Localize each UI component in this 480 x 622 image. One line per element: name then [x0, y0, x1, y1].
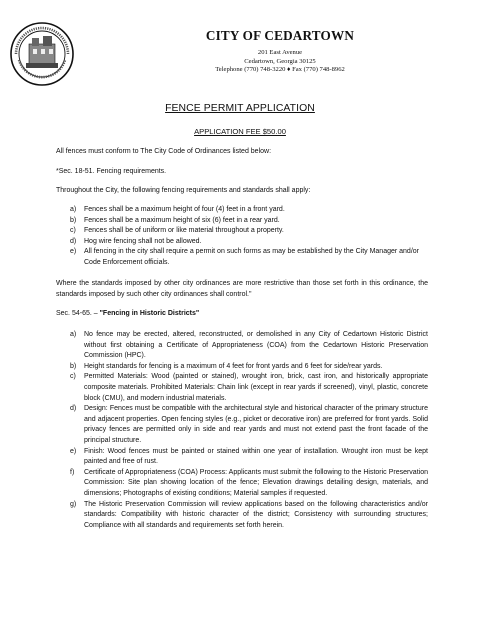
list-item: g) The Historic Preservation Commission will review applications based on the following characteristics and/or standards: Compatibility with historic character of the district; Consistency with surrounding structures; Compliance with all standards and requirements set forth herein. — [70, 500, 428, 529]
contact-phone-fax: Telephone (770) 748-3220 ♦ Fax (770) 748-8962 — [215, 66, 345, 73]
list-item: b) Height standards for fencing is a maximum of 4 feet for front yards and 6 feet for side/rear yards. — [70, 362, 383, 370]
city-seal-icon — [10, 22, 74, 86]
ordinance-precedence-text: Where the standards imposed by other city ordinances are more restrictive than those set forth in this ordinance, the standards imposed by such other city ordinances shall control." — [56, 280, 428, 298]
list-item: d) Design: Fences must be compatible with the architectural style and historical character of the primary structure and adjacent properties. Open fencing styles (e.g., picket or decorative iron) are preferred for front yards. Solid privacy fences are permitted only in side and rear yards and must not extend past the front facade of the principal structure. — [70, 405, 428, 444]
fencing-requirements-list — [56, 205, 428, 269]
list-item: c) Fences shall be of uniform or like material throughout a property. — [70, 227, 284, 235]
intro-text: All fences must conform to The City Code of Ordinances listed below: — [56, 148, 272, 155]
section-18-51-heading: *Sec. 18-51. Fencing requirements. — [56, 168, 167, 175]
list-item: c) Permitted Materials: Wood (painted or stained), wrought iron, brick, cast iron, and historically appropriate composite materials. Prohibited Materials: Chain link (except in rear yards if screened), vinyl, plastic, concrete block (CMU), and modern industrial materials. — [70, 373, 428, 402]
list-item: a) No fence may be erected, altered, reconstructed, or demolished in any City of Cedartown Historic District without first obtaining a Certificate of Appropriateness (COA) from the Cedartown Historic Preservation Commission (HPC). — [70, 331, 428, 360]
page-title: FENCE PERMIT APPLICATION — [165, 103, 315, 114]
list-item: e) All fencing in the city shall require a permit on such forms as may be established by the City Manager and/or Code Enforcement officials. — [70, 248, 419, 266]
application-fee: APPLICATION FEE $50.00 — [194, 127, 286, 136]
list-item: a) Fences shall be a maximum height of four (4) feet in a front yard. — [70, 206, 285, 213]
historic-district-list — [56, 330, 428, 531]
city-name: CITY OF CEDARTOWN — [205, 28, 355, 43]
list-item: d) Hog wire fencing shall not be allowed. — [70, 237, 202, 245]
list-item: f) Certificate of Appropriateness (COA) Process: Applicants must submit the following to the Historic Preservation Commission: Site plan showing location of the fence; Elevation drawings detailing design, materials, and dimensions; Photographs of existing conditions; Material samples if requested. — [70, 468, 428, 497]
address-street: 201 East Avenue — [257, 49, 303, 56]
list-item: e) Finish: Wood fences must be painted or stained within one year of installation. Wrought iron must be kept painted and free of rust. — [70, 447, 428, 466]
address-city-state: Cedartown, Georgia 30125 — [244, 57, 316, 65]
list-item: b) Fences shall be a maximum height of six (6) feet in a rear yard. — [70, 216, 280, 224]
section-54-65-heading: Sec. 54-65. – "Fencing in Historic Districts" — [56, 310, 200, 317]
requirements-intro: Throughout the City, the following fencing requirements and standards shall apply: — [56, 187, 311, 194]
